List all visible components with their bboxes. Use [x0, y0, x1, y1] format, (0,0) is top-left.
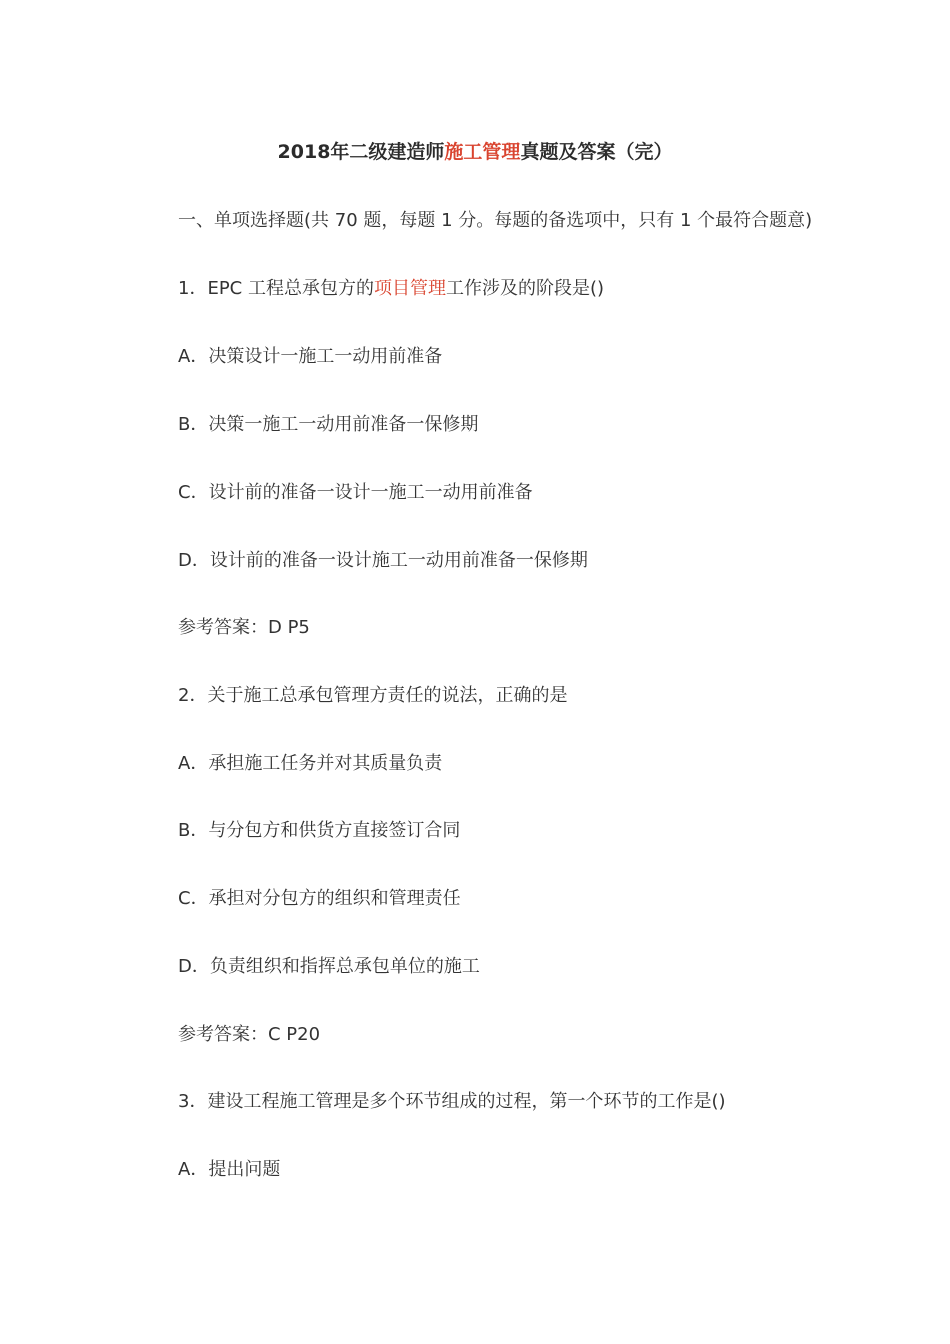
- question-1-option-d: D．设计前的准备一设计施工一动用前准备一保修期: [178, 550, 588, 571]
- question-1-option-b: B．决策一施工一动用前准备一保修期: [178, 414, 479, 435]
- section-heading: 一、单项选择题(共 70 题，每题 1 分。每题的备选项中，只有 1 个最符合题意): [178, 210, 813, 231]
- question-1-stem-start: 1．EPC 工程总承包方的: [178, 278, 374, 299]
- question-1-highlight-link[interactable]: 项目管理: [373, 278, 446, 299]
- question-3-option-a: A．提出问题: [178, 1159, 281, 1180]
- question-3-stem: 3．建设工程施工管理是多个环节组成的过程，第一个环节的工作是(): [178, 1091, 726, 1112]
- title-text-start: 2018年二级建造师: [277, 141, 445, 163]
- question-1-option-a: A．决策设计一施工一动用前准备: [178, 346, 443, 367]
- question-2-stem: 2．关于施工总承包管理方责任的说法，正确的是: [178, 685, 568, 706]
- question-2-answer: 参考答案：C P20: [178, 1024, 321, 1045]
- question-2-option-c: C．承担对分包方的组织和管理责任: [178, 888, 461, 909]
- title-highlight-link[interactable]: 施工管理: [444, 141, 521, 163]
- question-1-stem-end: 工作涉及的阶段是(): [445, 278, 605, 299]
- question-1-option-c: C．设计前的准备一设计一施工一动用前准备: [178, 482, 533, 503]
- question-2-option-b: B．与分包方和供货方直接签订合同: [178, 820, 461, 841]
- question-2-option-d: D．负责组织和指挥总承包单位的施工: [178, 956, 480, 977]
- question-1-answer: 参考答案：D P5: [178, 617, 310, 638]
- document-title: [0, 137, 950, 164]
- question-1-stem: [178, 274, 604, 300]
- title-text-end: 真题及答案（完）: [520, 141, 673, 163]
- question-2-option-a: A．承担施工任务并对其质量负责: [178, 753, 443, 774]
